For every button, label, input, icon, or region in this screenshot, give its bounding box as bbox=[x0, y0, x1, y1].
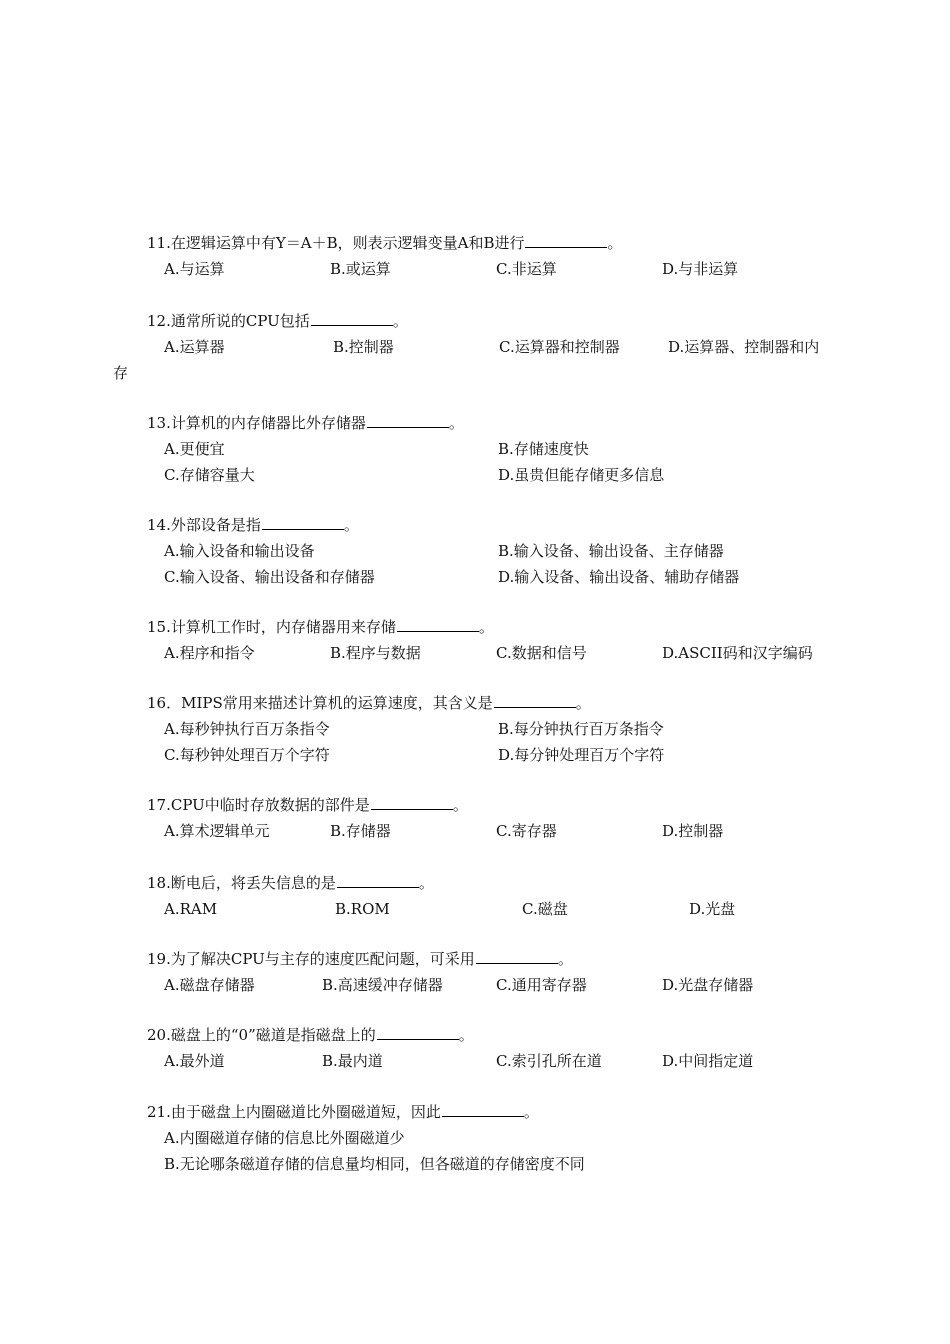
answer-blank bbox=[311, 309, 393, 326]
option-c: C.存储容量大 bbox=[164, 466, 255, 484]
option-a: A.算术逻辑单元 bbox=[164, 822, 270, 840]
question-stem: 14.外部设备是指 。 bbox=[147, 512, 359, 538]
option-d: D.ASCII码和汉字编码 bbox=[662, 644, 813, 662]
question-stem: 18.断电后，将丢失信息的是 。 bbox=[147, 870, 434, 896]
options-row bbox=[147, 564, 740, 590]
option-c: C.通用寄存器 bbox=[496, 976, 587, 994]
question-stem: 15.计算机工作时，内存储器用来存储 。 bbox=[147, 614, 494, 640]
option-a: A.程序和指令 bbox=[164, 644, 255, 662]
option-d: D.中间指定道 bbox=[662, 1052, 754, 1070]
answer-blank bbox=[442, 1100, 524, 1117]
option-c: C.运算器和控制器 bbox=[499, 338, 620, 356]
question-11 bbox=[147, 230, 739, 282]
option-b: B.无论哪条磁道存储的信息量均相同，但各磁道的存储密度不同 bbox=[164, 1155, 585, 1173]
options-row bbox=[147, 1125, 539, 1151]
option-b: B.ROM bbox=[335, 900, 390, 918]
options-row bbox=[147, 1151, 585, 1177]
option-a: A.更便宜 bbox=[164, 440, 225, 458]
option-d: D.虽贵但能存储更多信息 bbox=[498, 466, 665, 484]
option-c: C.索引孔所在道 bbox=[496, 1052, 602, 1070]
option-d: D.光盘存储器 bbox=[662, 976, 754, 994]
question-12 bbox=[113, 308, 820, 386]
option-a: A.输入设备和输出设备 bbox=[164, 542, 315, 560]
answer-blank bbox=[371, 793, 453, 810]
options-row bbox=[147, 462, 665, 488]
options-row bbox=[147, 1048, 754, 1074]
answer-blank bbox=[262, 513, 344, 530]
option-c: C.输入设备、输出设备和存储器 bbox=[164, 568, 375, 586]
option-d: D.输入设备、输出设备、辅助存储器 bbox=[498, 568, 740, 586]
options-row bbox=[147, 538, 724, 564]
options-row bbox=[147, 640, 813, 666]
question-stem: 21.由于磁盘上内圈磁道比外圈磁道短，因此 。 bbox=[147, 1099, 539, 1125]
question-21 bbox=[147, 1099, 585, 1177]
option-b: B.输入设备、输出设备、主存储器 bbox=[498, 542, 724, 560]
answer-blank bbox=[525, 231, 607, 248]
question-20 bbox=[147, 1022, 754, 1074]
option-b: B.程序与数据 bbox=[330, 644, 421, 662]
option-b: B.存储速度快 bbox=[498, 440, 589, 458]
option-d: D.每分钟处理百万个字符 bbox=[498, 746, 665, 764]
option-c: C.寄存器 bbox=[496, 822, 557, 840]
option-b: B.每分钟执行百万条指令 bbox=[498, 720, 664, 738]
options-row bbox=[147, 256, 739, 282]
options-row bbox=[147, 818, 724, 844]
option-a: A.运算器 bbox=[164, 338, 225, 356]
options-row bbox=[147, 716, 664, 742]
question-16 bbox=[147, 690, 665, 768]
options-row bbox=[147, 742, 665, 768]
answer-blank bbox=[397, 615, 479, 632]
question-14 bbox=[147, 512, 740, 590]
option-a: A.每秒钟执行百万条指令 bbox=[164, 720, 330, 738]
option-a: A.内圈磁道存储的信息比外圈磁道少 bbox=[164, 1129, 405, 1147]
answer-blank bbox=[337, 871, 419, 888]
option-b: B.或运算 bbox=[330, 260, 391, 278]
question-stem: 11.在逻辑运算中有Y＝A＋B，则表示逻辑变量A和B进行 。 bbox=[147, 230, 623, 256]
question-stem: 12.通常所说的CPU包括 。 bbox=[147, 308, 408, 334]
option-a: A.最外道 bbox=[164, 1052, 225, 1070]
question-stem: 13.计算机的内存储器比外存储器 。 bbox=[147, 410, 464, 436]
question-18 bbox=[147, 870, 736, 922]
option-b: B.高速缓冲存储器 bbox=[322, 976, 443, 994]
option-d: D.运算器、控制器和内 bbox=[668, 338, 820, 356]
option-d: D.光盘 bbox=[689, 900, 736, 918]
answer-blank bbox=[377, 1023, 459, 1040]
option-d-continuation: 存 bbox=[113, 364, 129, 382]
question-15 bbox=[147, 614, 813, 666]
option-b: B.存储器 bbox=[330, 822, 391, 840]
option-c: C.非运算 bbox=[496, 260, 557, 278]
answer-blank bbox=[476, 947, 558, 964]
question-17 bbox=[147, 792, 724, 844]
option-a: A.磁盘存储器 bbox=[164, 976, 255, 994]
question-stem: 19.为了解决CPU与主存的速度匹配问题，可采用 。 bbox=[147, 946, 573, 972]
option-d: D.与非运算 bbox=[662, 260, 739, 278]
option-d: D.控制器 bbox=[662, 822, 724, 840]
option-c: C.数据和信号 bbox=[496, 644, 587, 662]
options-row bbox=[147, 972, 754, 998]
question-stem: 17.CPU中临时存放数据的部件是 。 bbox=[147, 792, 468, 818]
option-c: C.磁盘 bbox=[522, 900, 568, 918]
option-b: B.最内道 bbox=[322, 1052, 383, 1070]
option-a: A.RAM bbox=[164, 900, 218, 918]
question-13 bbox=[147, 410, 665, 488]
option-c: C.每秒钟处理百万个字符 bbox=[164, 746, 330, 764]
option-a: A.与运算 bbox=[164, 260, 225, 278]
options-row bbox=[147, 896, 736, 922]
answer-blank bbox=[367, 411, 449, 428]
options-row bbox=[147, 334, 820, 360]
question-19 bbox=[147, 946, 754, 998]
options-wrap-row bbox=[113, 360, 408, 386]
options-row bbox=[147, 436, 589, 462]
question-stem: 16．MIPS常用来描述计算机的运算速度，其含义是 。 bbox=[147, 690, 591, 716]
option-b: B.控制器 bbox=[333, 338, 394, 356]
answer-blank bbox=[494, 691, 576, 708]
question-stem: 20.磁盘上的“0”磁道是指磁盘上的 。 bbox=[147, 1022, 474, 1048]
